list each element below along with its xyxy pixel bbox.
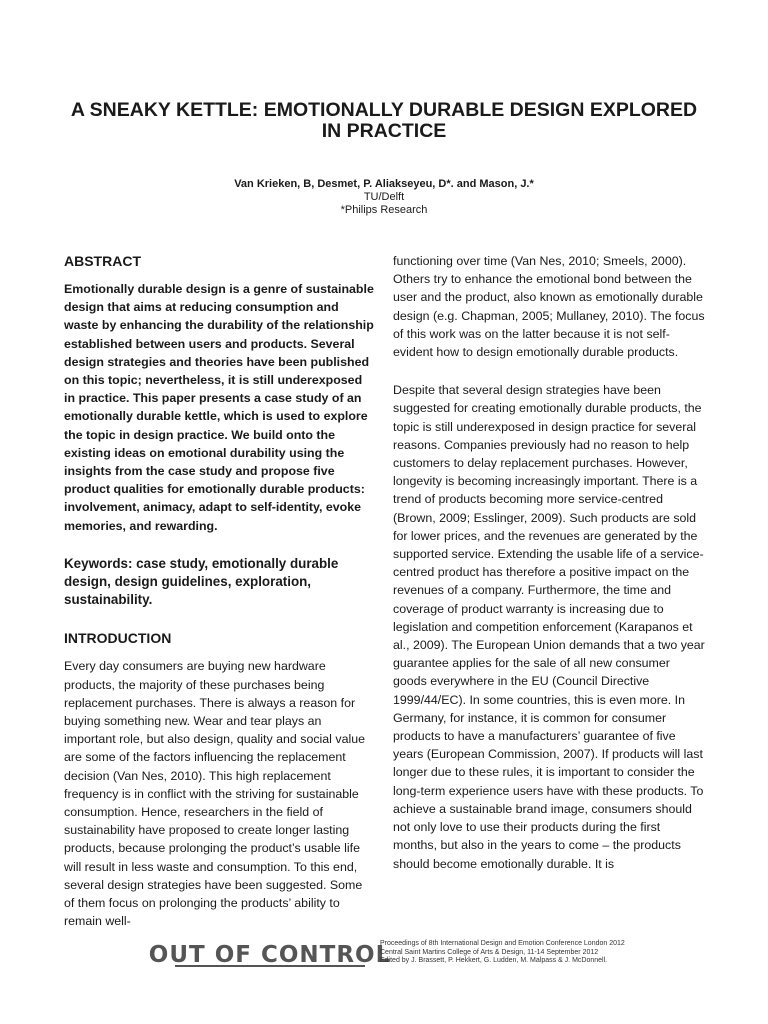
affiliation-tudelft: TU/Delft [363, 191, 405, 203]
proceedings-line-3: Edited by J. Brassett, P. Hekkert, G. Ludden, M. Malpass & J. McDonnell. [380, 957, 608, 964]
right-column [393, 252, 705, 893]
conference-logo [148, 938, 392, 968]
author-block [60, 178, 708, 217]
affiliation-philips: *Philips Research [340, 204, 428, 216]
introduction-paragraph-2: Despite that several design strategies have been suggested for creating emotionally durable products, the topic is still underexposed in design practice for several reasons. Companies previously had no reason to help customers to delay replacement purchases. However, longevity is becoming increasingly important. There is a trend of products becoming more service-centred (Brown, 2009; Esslinger, 2009). Such products are sold for lower prices, and the revenues are generated by the supported service. Extending the usable life of a service-centred product has therefore a positive impact on the revenues of a company. Furthermore, the time and coverage of product warranty is increasing due to legislation and competition enforcement (Karapanos et al., 2009). The European Union demands that a two year guarantee applies for the sale of all new consumer goods everywhere in the EU (Council Directive 1999/44/EC). In some countries, this is even more. In Germany, for instance, it is common for consumer products to have a manufacturers’ guarantee of five years (European Commission, 2007). If products will last longer due to these rules, it is important to consider the long-term experience users have with these products. To achieve a sustainable brand image, consumers should not only love to use their products during the first months, but also in the years to come – the products should become emotionally durable. It is [393, 383, 705, 871]
paper-title: A SNEAKY KETTLE: EMOTIONALLY DURABLE DESIGN EXPLORED IN PRACTICE [70, 99, 698, 142]
out-of-control-logo-icon [148, 938, 392, 968]
abstract-text: Emotionally durable design is a genre of sustainable design that aims at reducing consumption and waste by enhancing the durability of the relationship established between users and products. Several design strategies and theories have been published on this topic; nevertheless, it is still underexposed in practice. This paper presents a case study of an emotionally durable kettle, which is used to explore the topic in design practice. We build onto the existing ideas on emotional durability using the insights from the case study and propose five product qualities for emotionally durable products: involvement, animacy, adapt to self-identity, evoke memories, and rewarding. [64, 282, 374, 533]
introduction-paragraph-1: Every day consumers are buying new hardware products, the majority of these purchases being replacement purchases. There is always a reason for buying something new. Wear and tear plays an important role, but also design, quality and social value are some of the factors influencing the replacement decision (Van Nes, 2010). This high replacement frequency is in conflict with the striving for sustainable consumption. Hence, researchers in the field of sustainability have proposed to create longer lasting products, because prolonging the product’s usable life will result in less waste and consumption. To this end, several design strategies have been suggested. Some of them focus on prolonging the products’ ability to remain well- [64, 659, 365, 929]
author-names: Van Krieken, B, Desmet, P. Aliakseyeu, D*. and Mason, J.* [234, 178, 534, 190]
proceedings-info [380, 940, 700, 966]
proceedings-line-1: Proceedings of 8th International Design and Emotion Conference London 2012 [380, 940, 625, 947]
keywords: Keywords: case study, emotionally durable design, design guidelines, exploration, sustainability. [64, 555, 339, 608]
left-column [64, 252, 376, 951]
introduction-heading: INTRODUCTION [64, 630, 172, 647]
proceedings-line-2: Central Saint Martins College of Arts & Design, 11-14 September 2012 [380, 948, 599, 956]
logo-text: OUT OF CONTROL [148, 942, 392, 968]
abstract-heading: ABSTRACT [64, 253, 141, 269]
introduction-paragraph-1-continued: functioning over time (Van Nes, 2010; Smeels, 2000). Others try to enhance the emotional bond between the user and the product, also known as emotionally durable design (e.g. Chapman, 2005; Mullaney, 2010). The focus of this work was on the latter because it is not self-evident how to design emotionally durable products. [393, 254, 705, 360]
